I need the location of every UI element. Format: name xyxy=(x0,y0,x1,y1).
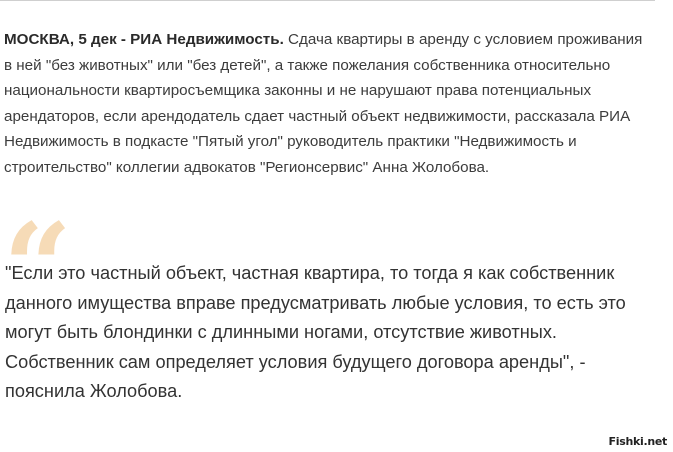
lead-text: Сдача квартиры в аренду с условием проживания в ней "без животных" или "без детей", а также пожелания собственника относительно национальности квартиросъемщика законны и не нарушают права потенциальных арендаторов, если арендодатель сдает частный объект недвижимости, рассказала РИА Недвижимость в подкасте "Пятый угол" руководитель практики "Недвижимость и строительство" коллегии адвокатов "Регионсервис" Анна Жолобова. xyxy=(4,31,643,176)
dateline: МОСКВА, 5 дек - РИА Недвижимость. xyxy=(4,31,284,48)
quote-mark-icon: “ xyxy=(3,197,73,338)
top-divider xyxy=(0,0,655,1)
pull-quote: "Если это частный объект, частная квартира, то тогда я как собственник данного имущества вправе предусматривать любые условия, то есть это могут быть блондинки с длинными ногами, отсутствие животных. Собственник сам определяет условия будущего договора аренды", - пояснила Жолобова. xyxy=(5,263,626,401)
article-lead xyxy=(4,27,644,180)
watermark-logo: Fishki.net xyxy=(608,435,667,448)
